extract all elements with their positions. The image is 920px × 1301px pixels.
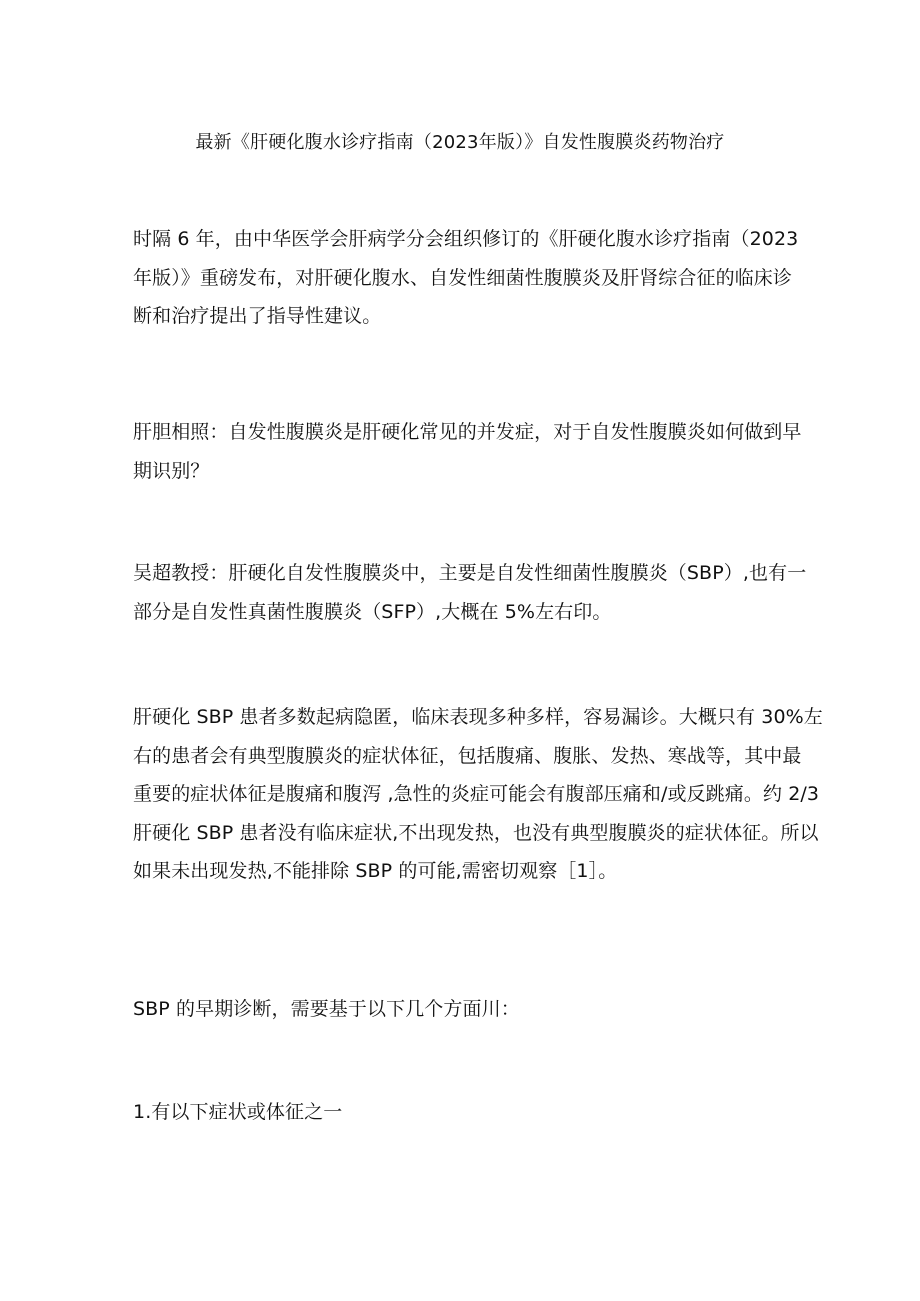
paragraph-diagnosis-basis <box>133 990 797 1029</box>
paragraph-line: 部分是自发性真菌性腹膜炎（SFP）,大概在 5%左右印。 <box>133 600 612 623</box>
paragraph-symptoms <box>133 698 823 891</box>
paragraph-line: SBP 的早期诊断，需要基于以下几个方面川： <box>133 998 520 1020</box>
paragraph-line: 如果未出现发热,不能排除 SBP 的可能,需密切观察［1］。 <box>133 860 618 882</box>
paragraph-line: 右的患者会有典型腹膜炎的症状体征，包括腹痛、腹胀、发热、寒战等，其中最 <box>133 744 802 767</box>
paragraph-line: 年版）》重磅发布，对肝硬化腹水、自发性细菌性腹膜炎及肝肾综合征的临床诊 <box>133 266 793 289</box>
paragraph-line: 肝硬化 SBP 患者没有临床症状,不出现发热，也没有典型腹膜炎的症状体征。所以 <box>133 821 819 844</box>
paragraph-intro <box>133 220 797 336</box>
paragraph-answer <box>133 554 807 631</box>
paragraph-question <box>133 413 802 490</box>
paragraph-line: 肝硬化 SBP 患者多数起病隐匿，临床表现多种多样，容易漏诊。大概只有 30%左 <box>133 706 823 728</box>
document-title: 最新《肝硬化腹水诊疗指南（2023年版）》自发性腹膜炎药物治疗 <box>195 132 725 153</box>
paragraph-line: 1.有以下症状或体征之一 <box>133 1101 343 1123</box>
paragraph-line: 时隔 6 年，由中华医学会肝病学分会组织修订的《肝硬化腹水诊疗指南（2023 <box>133 228 799 250</box>
paragraph-line: 肝胆相照：自发性腹膜炎是肝硬化常见的并发症，对于自发性腹膜炎如何做到早 <box>133 421 802 443</box>
paragraph-line: 吴超教授：肝硬化自发性腹膜炎中，主要是自发性细菌性腹膜炎（SBP）,也有一 <box>133 562 807 584</box>
paragraph-line: 重要的症状体征是腹痛和腹泻 ,急性的炎症可能会有腹部压痛和/或反跳痛。约 2/3 <box>133 783 820 805</box>
paragraph-line: 期识别？ <box>133 459 210 482</box>
paragraph-list-item <box>133 1093 797 1132</box>
paragraph-line: 断和治疗提出了指导性建议。 <box>133 305 382 327</box>
